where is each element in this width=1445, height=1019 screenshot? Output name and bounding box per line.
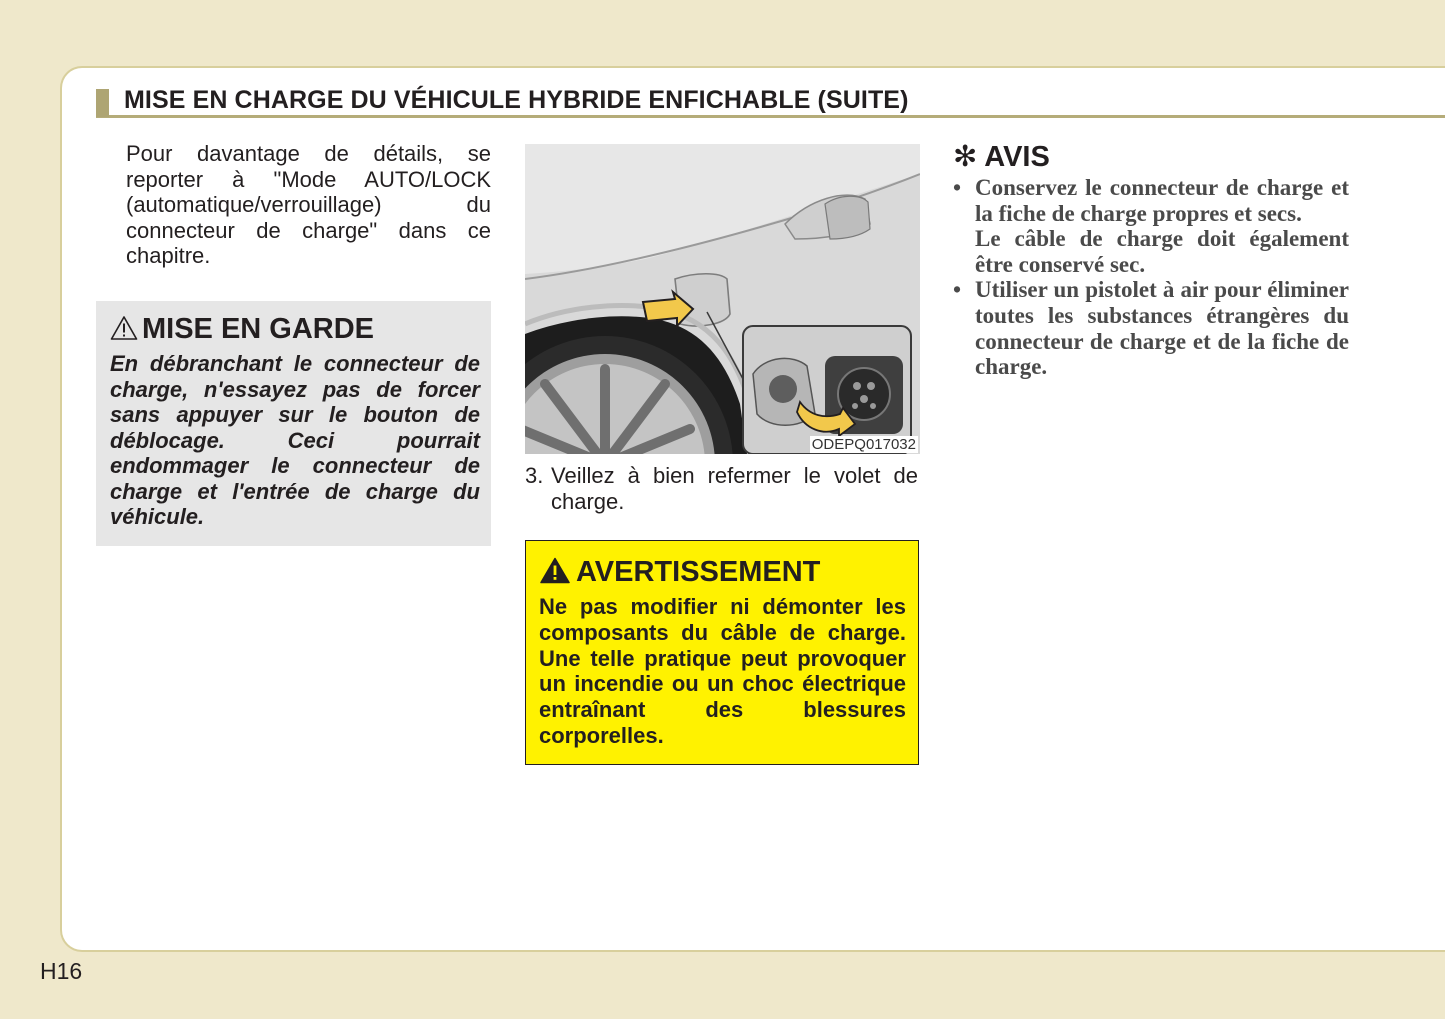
caution-heading: [110, 313, 374, 346]
notice-item-text: Utiliser un pistolet à air pour éliminer toutes les substances étrangères du connecteur de charge et de la fiche de charge.: [975, 277, 1349, 380]
step-number: 3.: [525, 463, 544, 488]
header-accent-bar: [96, 89, 109, 117]
notice-list: [953, 175, 1349, 380]
image-code: ODEPQ017032: [811, 436, 916, 453]
warning-title: AVERTISSEMENT: [576, 556, 821, 588]
notice-item: [953, 277, 1349, 379]
step-item: [525, 463, 918, 514]
step-text: Veillez à bien refermer le volet de charge.: [551, 463, 918, 514]
section-header: [96, 86, 1445, 118]
notice-item-text: Conservez le connecteur de charge et la fiche de charge propres et secs.: [975, 175, 1349, 226]
page-number: H16: [40, 958, 83, 984]
notice-heading: [953, 139, 1349, 175]
notice-item-text: Le câble de charge doit également être conservé sec.: [975, 226, 1349, 277]
caution-title: MISE EN GARDE: [142, 313, 375, 345]
warning-heading: [540, 556, 820, 589]
caution-box: [96, 301, 491, 546]
notice-item: [953, 175, 1349, 277]
bullet-icon: •: [953, 175, 962, 200]
notice-title: AVIS: [984, 141, 1050, 173]
warning-triangle-icon: [540, 557, 570, 584]
bullet-icon: •: [953, 277, 962, 303]
caution-text: En débranchant le connecteur de charge, n'essayez pas de forcer sans appuyer sur le bouton de déblocage. Ceci pourrait endommager le connecteur de charge et l'entrée de charge du véhicule.: [110, 351, 480, 529]
warning-box: [525, 540, 919, 765]
warning-text: Ne pas modifier ni démonter les composants du câble de charge. Une telle pratique peut provoquer un incendie ou un choc électrique entraînant des blessures corporelles.: [539, 594, 906, 748]
section-title: MISE EN CHARGE DU VÉHICULE HYBRIDE ENFICHABLE (SUITE): [124, 86, 909, 114]
caution-triangle-icon: [110, 315, 138, 341]
charging-door-illustration: [525, 144, 920, 454]
car-fender-drawing: [525, 144, 920, 454]
intro-paragraph: Pour davantage de détails, se reporter à "Mode AUTO/LOCK (automatique/verrouillage) du connecteur de charge" dans ce chapitre.: [126, 141, 491, 268]
asterisk-icon: ✻: [953, 141, 978, 173]
notice-section: [953, 139, 1349, 380]
